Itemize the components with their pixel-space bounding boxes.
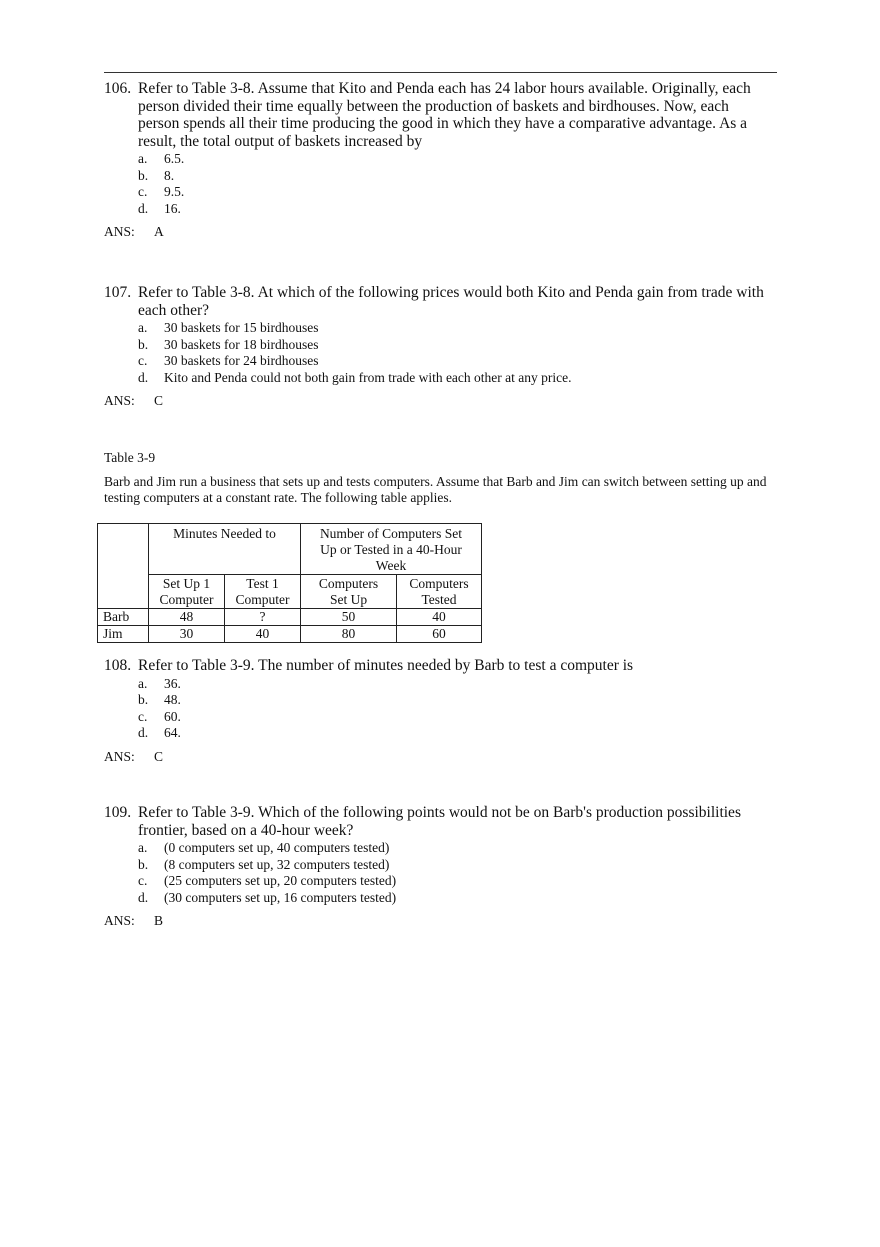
answer-value: C	[154, 393, 164, 409]
option-b: b. 8.	[138, 167, 175, 183]
question-stem	[104, 657, 774, 675]
answer: ANS: C	[104, 748, 164, 764]
data-table	[97, 523, 482, 643]
column-header: Test 1 Computer	[225, 575, 301, 609]
table-cell: 40	[397, 609, 482, 626]
question-number: 107.	[104, 284, 132, 301]
answer-value: A	[154, 224, 164, 240]
question-stem	[104, 80, 774, 150]
row-label: Barb	[98, 609, 149, 626]
question-text: Refer to Table 3-8. At which of the following prices would both Kito and Penda gain from trade with each other?	[138, 284, 764, 319]
table-cell: 40	[225, 626, 301, 643]
answer-value: B	[154, 913, 164, 929]
question-number: 109.	[104, 804, 132, 821]
option-d: d. (30 computers set up, 16 computers tested)	[138, 889, 397, 905]
question-stem	[104, 284, 774, 319]
option-b: b. 48.	[138, 692, 181, 708]
answer: ANS: B	[104, 913, 164, 929]
option-d: d. Kito and Penda could not both gain from trade with each other at any price.	[138, 369, 572, 385]
column-header: Computers Set Up	[301, 575, 397, 609]
question-number: 108.	[104, 657, 132, 674]
option-a: a. (0 computers set up, 40 computers tested)	[138, 840, 390, 855]
option-list	[138, 320, 774, 386]
question-109	[104, 804, 774, 929]
question-108	[104, 657, 774, 765]
option-b: b. (8 computers set up, 32 computers tested)	[138, 856, 390, 872]
question-text: Refer to Table 3-9. Which of the following points would not be on Barb's production possibilities frontier, based on a 40-hour week?	[138, 804, 741, 839]
option-list	[138, 151, 774, 217]
question-number: 106.	[104, 80, 132, 97]
option-a: a. 30 baskets for 15 birdhouses	[138, 320, 319, 335]
question-text: Refer to Table 3-9. The number of minutes needed by Barb to test a computer is	[138, 657, 634, 674]
row-label: Jim	[98, 626, 149, 643]
option-c: c. 30 baskets for 24 birdhouses	[138, 353, 319, 369]
question-stem	[104, 804, 774, 839]
answer: ANS: C	[104, 393, 164, 409]
column-header: Set Up 1 Computer	[149, 575, 225, 609]
question-text: Refer to Table 3-8. Assume that Kito and Penda each has 24 labor hours available. Originally, each person divided their time equally between the production of baskets and birdhouses. Now, each person spends all their time producing the good in which they have a comparative advantage. As a result, the total output of baskets increased by	[138, 80, 751, 150]
option-a: a. 36.	[138, 675, 181, 691]
table-cell: 50	[301, 609, 397, 626]
option-c: c. 9.5.	[138, 184, 185, 200]
group-header-computers: Number of Computers Set Up or Tested in a 40-Hour Week	[301, 524, 482, 575]
option-c: c. 60.	[138, 708, 181, 724]
column-header: Computers Tested	[397, 575, 482, 609]
table-cell: ?	[225, 609, 301, 626]
option-b: b. 30 baskets for 18 birdhouses	[138, 336, 319, 352]
option-d: d. 16.	[138, 200, 181, 216]
option-d: d. 64.	[138, 725, 181, 741]
group-header-minutes: Minutes Needed to	[149, 524, 301, 575]
answer: ANS: A	[104, 224, 164, 240]
question-106	[104, 80, 774, 240]
table-title: Table 3-9	[104, 450, 156, 465]
table-cell: 30	[149, 626, 225, 643]
option-c: c. (25 computers set up, 20 computers tested)	[138, 873, 397, 889]
table-row	[98, 626, 482, 643]
table-cell: 80	[301, 626, 397, 643]
option-list	[138, 676, 774, 742]
answer-value: C	[154, 748, 164, 764]
option-a: a. 6.5.	[138, 151, 185, 166]
top-rule	[104, 72, 777, 73]
table-corner	[98, 524, 149, 609]
table-description: Barb and Jim run a business that sets up and tests computers. Assume that Barb and Jim can switch between setting up and testing computers at a constant rate. The following table applies.	[104, 474, 767, 506]
table-cell: 60	[397, 626, 482, 643]
question-107	[104, 284, 774, 409]
table-row	[98, 609, 482, 626]
table-cell: 48	[149, 609, 225, 626]
option-list	[138, 840, 774, 906]
